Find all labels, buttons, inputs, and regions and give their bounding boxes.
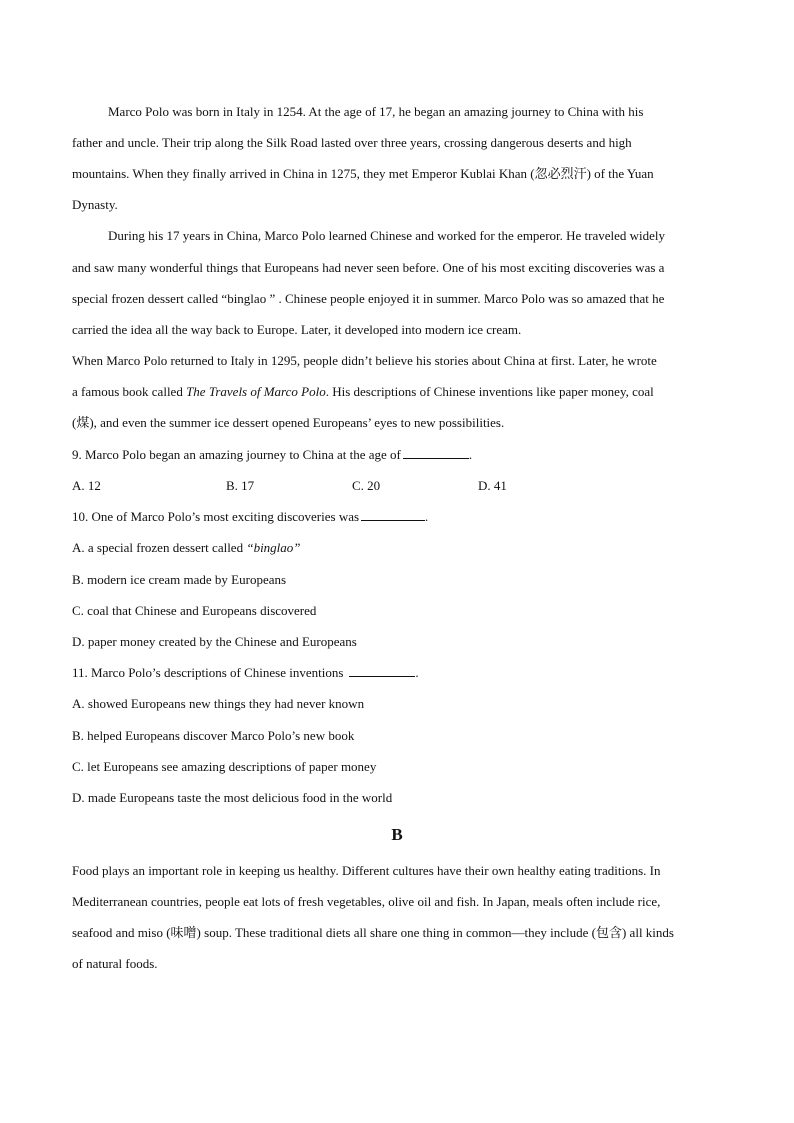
question-11-option-b: B. helped Europeans discover Marco Polo’s new book	[72, 728, 355, 743]
passage-a-p2-line-1: During his 17 years in China, Marco Polo learned Chinese and worked for the emperor. He traveled widely	[108, 228, 666, 243]
book-title: The Travels of Marco Polo	[186, 384, 326, 399]
question-9-stem: 9. Marco Polo began an amazing journey to China at the age of	[72, 447, 401, 462]
question-10-option-b: B. modern ice cream made by Europeans	[72, 572, 287, 587]
question-9-option-b: B. 17	[226, 478, 255, 493]
passage-a-p2-line-3: special frozen dessert called “binglao ” . Chinese people enjoyed it in summer. Marco Polo was so amazed that he	[72, 291, 665, 306]
p3-line-2-prefix: a famous book called	[72, 384, 187, 399]
question-10-option-d: D. paper money created by the Chinese and Europeans	[72, 634, 357, 649]
answer-blank	[361, 509, 425, 521]
section-b-line-1: Food plays an important role in keeping us healthy. Different cultures have their own healthy eating traditions. In	[72, 863, 661, 878]
question-9-option-c: C. 20	[352, 478, 381, 493]
section-b-line-3: seafood and miso (味噌) soup. These traditional diets all share one thing in common—they include (包含) all kinds	[72, 925, 674, 940]
answer-blank	[349, 665, 415, 677]
p3-line-2-suffix: . His descriptions of Chinese inventions like paper money, coal	[325, 384, 654, 399]
answer-blank	[403, 447, 469, 459]
question-9	[72, 447, 472, 463]
question-11	[72, 665, 419, 681]
passage-a-p3-line-1: When Marco Polo returned to Italy in 1295, people didn’t believe his stories about China at first. Later, he wrote	[72, 353, 657, 368]
question-10-option-c: C. coal that Chinese and Europeans discovered	[72, 603, 317, 618]
option-a-text: A. a special frozen dessert called	[72, 540, 247, 555]
question-11-option-c: C. let Europeans see amazing descriptions of paper money	[72, 759, 377, 774]
section-b-line-2: Mediterranean countries, people eat lots of fresh vegetables, olive oil and fish. In Japan, meals often include rice,	[72, 894, 661, 909]
question-11-option-d: D. made Europeans taste the most delicious food in the world	[72, 790, 393, 805]
question-9-option-a: A. 12	[72, 478, 101, 493]
passage-a-p2-line-4: carried the idea all the way back to Europe. Later, it developed into modern ice cream.	[72, 322, 522, 337]
passage-a-p2-line-2: and saw many wonderful things that Europeans had never seen before. One of his most exciting discoveries was a	[72, 260, 665, 275]
passage-a-p1-line-2: father and uncle. Their trip along the Silk Road lasted over three years, crossing dangerous deserts and high	[72, 135, 632, 150]
question-11-end: .	[415, 665, 419, 680]
passage-a-p3-line-2	[72, 384, 654, 400]
question-11-stem: 11. Marco Polo’s descriptions of Chinese inventions	[72, 665, 344, 680]
question-9-end: .	[468, 447, 473, 462]
section-b-heading: B	[391, 825, 403, 844]
question-10-option-a	[72, 540, 301, 556]
question-10-end: .	[425, 509, 429, 524]
question-10	[72, 509, 428, 525]
question-9-option-d: D. 41	[478, 478, 507, 493]
passage-a-p1-line-1: Marco Polo was born in Italy in 1254. At the age of 17, he began an amazing journey to China with his	[108, 104, 644, 119]
option-a-italic: “binglao”	[246, 540, 301, 555]
question-11-option-a: A. showed Europeans new things they had never known	[72, 696, 365, 711]
section-b-line-4: of natural foods.	[72, 956, 158, 971]
question-10-stem: 10. One of Marco Polo’s most exciting discoveries was	[72, 509, 360, 524]
passage-a-p3-line-3: (煤), and even the summer ice dessert opened Europeans’ eyes to new possibilities.	[72, 415, 505, 430]
passage-a-p1-line-4: Dynasty.	[72, 197, 118, 212]
passage-a-p1-line-3: mountains. When they finally arrived in China in 1275, they met Emperor Kublai Khan (忽必烈汗) of the Yuan	[72, 166, 654, 181]
